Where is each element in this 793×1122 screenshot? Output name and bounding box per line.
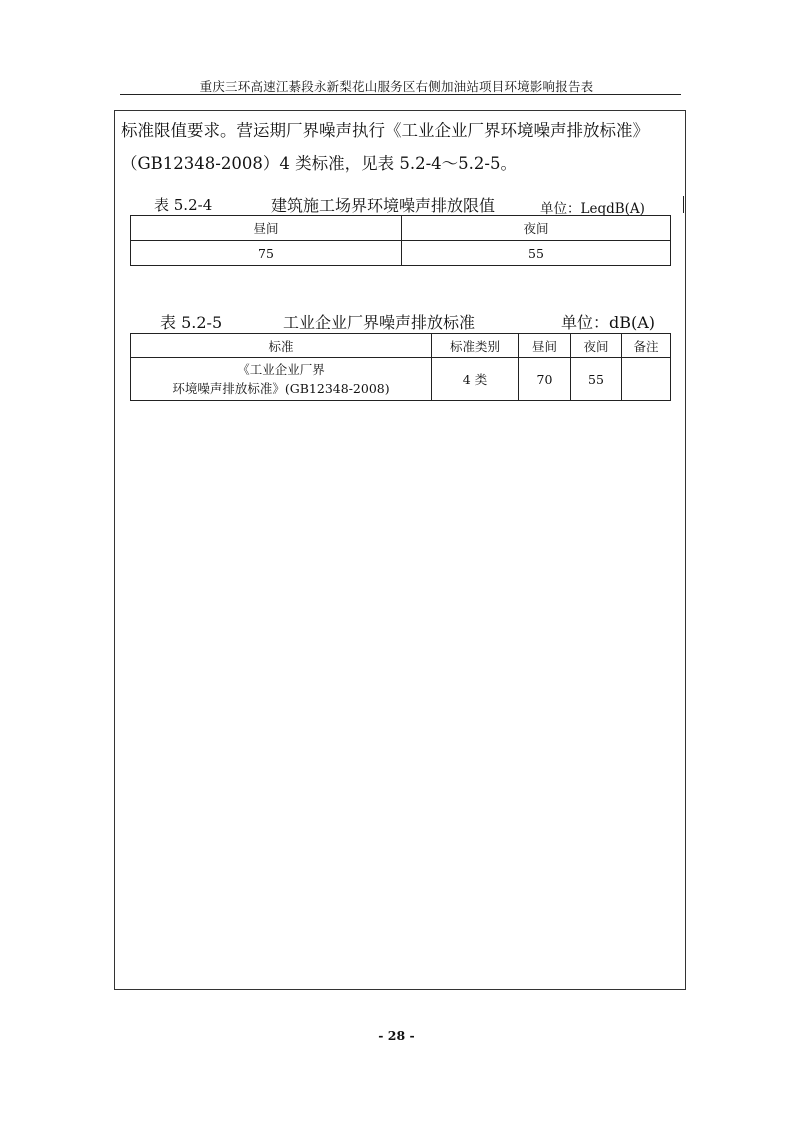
header-cell: 昼间	[519, 334, 571, 358]
header-cell: 标准	[131, 334, 432, 358]
standard-name-line-2: 环境噪声排放标准》(GB12348-2008)	[172, 381, 390, 396]
table-header-row	[131, 216, 671, 241]
caption-marker	[683, 196, 684, 213]
table-cell: 75	[131, 241, 402, 266]
table-header-row	[131, 334, 671, 358]
night-value-cell: 55	[571, 358, 622, 401]
header-rule	[120, 94, 681, 95]
header-cell: 标准类别	[432, 334, 519, 358]
table1-number: 表 5.2-4	[154, 196, 213, 214]
table1-title: 建筑施工场界环境噪声排放限值	[271, 196, 496, 215]
table-row	[131, 241, 671, 266]
document-header: 重庆三环高速江綦段永新梨花山服务区右侧加油站项目环境影响报告表	[199, 79, 594, 94]
table-industrial-noise-standard	[130, 333, 671, 401]
standard-name-line-1: 《工业企业厂界	[237, 362, 325, 377]
table-construction-noise-limits	[130, 215, 671, 266]
remark-cell	[622, 358, 671, 401]
table2-title: 工业企业厂界噪声排放标准	[283, 313, 476, 332]
header-cell: 夜间	[571, 334, 622, 358]
body-paragraph-line-1: 标准限值要求。营运期厂界噪声执行《工业企业厂界环境噪声排放标准》	[121, 121, 649, 140]
body-paragraph-line-2: （GB12348-2008）4 类标准，见表 5.2-4～5.2-5。	[121, 154, 517, 173]
table2-unit: 单位：dB(A)	[561, 313, 656, 332]
standard-cell	[131, 358, 432, 401]
header-cell: 备注	[622, 334, 671, 358]
table1-unit: 单位：LeqdB(A)	[540, 201, 645, 217]
day-value-cell: 70	[519, 358, 571, 401]
table2-number: 表 5.2-5	[160, 313, 223, 332]
header-cell: 夜间	[402, 216, 671, 241]
table-cell: 55	[402, 241, 671, 266]
page-number: - 28 -	[378, 1028, 415, 1043]
table-row	[131, 358, 671, 401]
category-cell: 4 类	[432, 358, 519, 401]
header-cell: 昼间	[131, 216, 402, 241]
